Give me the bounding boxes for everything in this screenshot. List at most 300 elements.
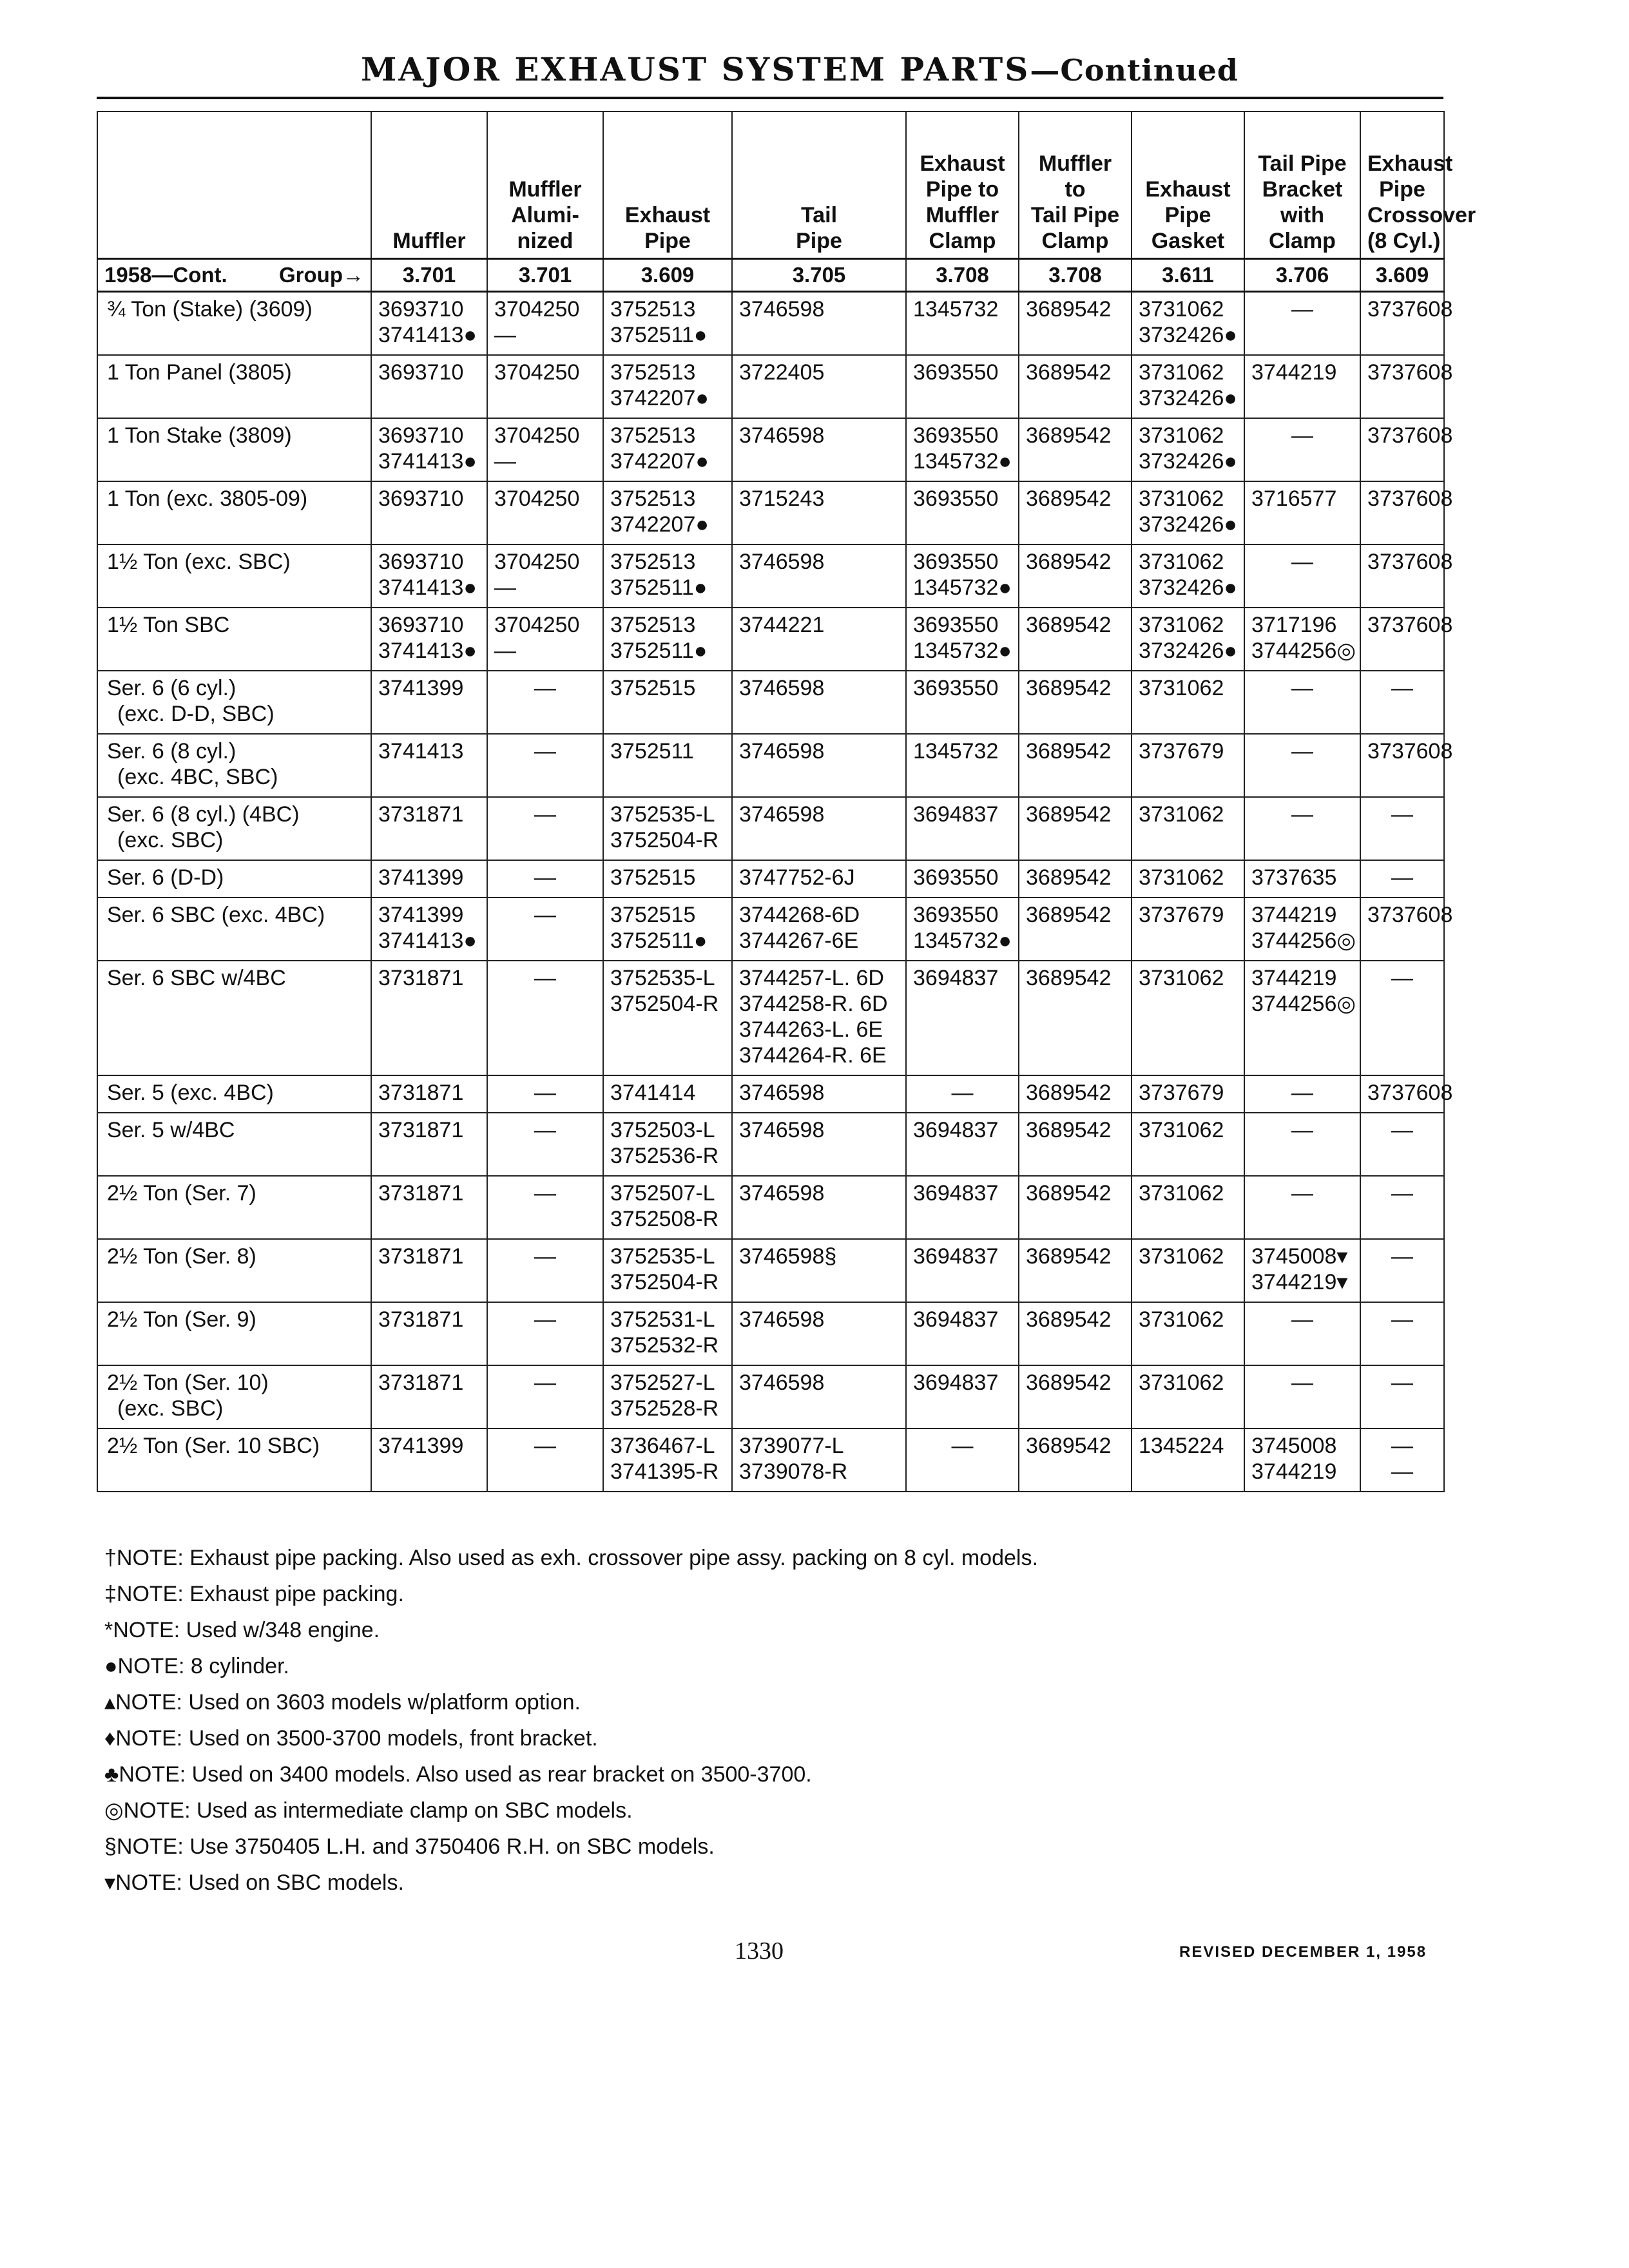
group-code: 3.609	[603, 258, 732, 291]
part-number-cell	[732, 1302, 906, 1365]
part-number: 1345732●	[913, 638, 1012, 663]
col-header-muffler-aluminized: Muffler Alumi- nized	[487, 111, 603, 258]
part-number-cell	[1360, 1428, 1444, 1492]
part-number-cell	[603, 860, 732, 898]
part-number-cell	[371, 1302, 487, 1365]
part-number-cell	[487, 481, 603, 544]
part-number-cell	[603, 1239, 732, 1302]
part-number: 3752531-L	[610, 1307, 715, 1332]
part-number: 3742207●	[610, 385, 709, 410]
part-number: 3689542	[1026, 1180, 1112, 1206]
part-number: 3752508-R	[610, 1206, 719, 1231]
note-line: ♣NOTE: Used on 3400 models. Also used as rear bracket on 3500-3700.	[104, 1762, 812, 1787]
part-number-cell	[603, 1302, 732, 1365]
part-number-cell	[371, 860, 487, 898]
part-number: 3689542	[1026, 360, 1112, 385]
model-line: Ser. 5 w/4BC	[107, 1117, 235, 1142]
part-number: 3752513	[610, 423, 696, 448]
part-number: 3693710	[378, 612, 464, 637]
part-number: 3737635	[1251, 865, 1337, 890]
model-line: 2½ Ton (Ser. 9)	[107, 1307, 256, 1332]
group-code: 3.708	[1019, 258, 1132, 291]
part-number: 3689542	[1026, 1080, 1112, 1105]
part-number: 3736467-L	[610, 1433, 715, 1458]
part-number-cell	[732, 544, 906, 608]
part-number-cell	[732, 1239, 906, 1302]
part-number: 3732426●	[1139, 575, 1237, 600]
part-number: 3746598	[739, 423, 825, 448]
part-number: 3744256◎	[1251, 638, 1356, 663]
part-number-cell	[1360, 1365, 1444, 1428]
part-number-cell	[906, 797, 1019, 860]
part-number-cell	[1132, 355, 1244, 418]
part-number-cell	[906, 1075, 1019, 1113]
group-code: 3.706	[1244, 258, 1360, 291]
part-number: 3731062	[1139, 1180, 1224, 1206]
model-line: Ser. 6 (8 cyl.) (4BC)	[107, 802, 300, 827]
part-number-cell	[732, 418, 906, 481]
part-number-cell	[1019, 961, 1132, 1075]
part-number-cell	[906, 671, 1019, 734]
part-number: 3744263-L. 6E	[739, 1017, 883, 1042]
part-number: 3731062	[1139, 360, 1224, 385]
part-number-cell	[1360, 734, 1453, 797]
note-line: ◎NOTE: Used as intermediate clamp on SBC models.	[104, 1798, 633, 1823]
part-number-cell	[371, 797, 487, 860]
part-number-cell	[1132, 1176, 1244, 1239]
model-line: (exc. 4BC, SBC)	[117, 764, 278, 789]
model-line: Ser. 6 SBC w/4BC	[107, 965, 286, 990]
table-row	[97, 1113, 1444, 1176]
col-header-muffler: Muffler	[371, 111, 487, 258]
part-number: —	[534, 1117, 556, 1142]
part-number-cell	[371, 1239, 487, 1302]
part-number-cell	[1244, 961, 1360, 1075]
part-number: 3737608	[1367, 549, 1453, 574]
part-number-cell	[1132, 1075, 1244, 1113]
model-line: Ser. 5 (exc. 4BC)	[107, 1080, 274, 1105]
part-number-cell	[906, 355, 1019, 418]
part-number: —	[1391, 1307, 1413, 1332]
table-row	[97, 544, 1444, 608]
part-number-cell	[603, 1075, 732, 1113]
part-number-cell	[1132, 608, 1244, 671]
note-line: †NOTE: Exhaust pipe packing. Also used as exh. crossover pipe assy. packing on 8 cyl. models.	[104, 1546, 1038, 1570]
part-number: 3752507-L	[610, 1180, 715, 1206]
table-row	[97, 860, 1444, 898]
part-number-cell	[732, 1075, 906, 1113]
model-cell	[97, 797, 371, 860]
part-number: —	[1291, 1370, 1313, 1395]
part-number-cell	[487, 898, 603, 961]
table-row	[97, 1239, 1444, 1302]
part-number-cell	[906, 734, 1019, 797]
model-line: 1½ Ton (exc. SBC)	[107, 549, 291, 574]
part-number: 3717196	[1251, 612, 1337, 637]
part-number: 3744268-6D	[739, 902, 860, 927]
part-number-cell	[906, 608, 1019, 671]
part-number-cell	[371, 481, 487, 544]
part-number: 3689542	[1026, 965, 1112, 990]
part-number-cell	[1360, 355, 1453, 418]
part-number-cell	[1360, 1176, 1444, 1239]
part-number: 3694837	[913, 1370, 999, 1395]
model-line: 1 Ton Stake (3809)	[107, 423, 292, 448]
part-number-cell	[1360, 797, 1444, 860]
part-number-cell	[732, 734, 906, 797]
part-number: 3744267-6E	[739, 928, 859, 953]
part-number: 3746598	[739, 1080, 825, 1105]
col-header-bracket: Tail Pipe Bracket with Clamp	[1244, 111, 1360, 258]
part-number: 3746598	[739, 802, 825, 827]
part-number-cell	[1019, 608, 1132, 671]
part-number-cell	[732, 797, 906, 860]
part-number: 3689542	[1026, 296, 1112, 322]
part-number-cell	[603, 608, 732, 671]
table-row	[97, 898, 1444, 961]
part-number: 3737608	[1367, 738, 1453, 764]
part-number-cell	[1360, 1113, 1444, 1176]
part-number: —	[1391, 865, 1413, 890]
part-number-cell	[1244, 1239, 1360, 1302]
part-number: 3746598	[739, 1117, 825, 1142]
part-number-cell	[1019, 860, 1132, 898]
part-number-cell	[1244, 734, 1360, 797]
part-number-cell	[1132, 481, 1244, 544]
part-number-cell	[1132, 734, 1244, 797]
part-number-cell	[1244, 671, 1360, 734]
part-number: —	[1391, 1433, 1413, 1458]
model-line: 2½ Ton (Ser. 8)	[107, 1244, 256, 1269]
part-number: 3737608	[1367, 486, 1453, 511]
part-number: 3731871	[378, 1244, 464, 1269]
model-cell	[97, 481, 371, 544]
table-row	[97, 1365, 1444, 1428]
part-number: 3731062	[1139, 1370, 1224, 1395]
part-number-cell	[603, 898, 732, 961]
part-number-cell	[371, 671, 487, 734]
revised-date: REVISED DECEMBER 1, 1958	[1179, 1943, 1427, 1961]
part-number: 3752513	[610, 296, 696, 322]
model-cell	[97, 1075, 371, 1113]
part-number-cell	[732, 608, 906, 671]
model-line: (exc. SBC)	[117, 1396, 224, 1421]
part-number: —	[494, 448, 516, 474]
note-line: ●NOTE: 8 cylinder.	[104, 1654, 289, 1678]
part-number: 3731871	[378, 1117, 464, 1142]
part-number: 3744219	[1251, 360, 1337, 385]
part-number: 3752504-R	[610, 1269, 719, 1294]
model-cell	[97, 898, 371, 961]
part-number: 3694837	[913, 802, 999, 827]
part-number-cell	[1360, 1239, 1444, 1302]
model-line: Ser. 6 SBC (exc. 4BC)	[107, 902, 325, 927]
part-number: 3752535-L	[610, 1244, 715, 1269]
part-number-cell	[906, 860, 1019, 898]
part-number: 3752511●	[610, 638, 708, 663]
part-number-cell	[371, 1113, 487, 1176]
part-number: 3746598	[739, 675, 825, 700]
part-number: 3752536-R	[610, 1143, 719, 1168]
part-number: 1345732●	[913, 448, 1012, 474]
part-number: —	[494, 322, 516, 347]
table-row	[97, 418, 1444, 481]
part-number-cell	[1132, 1113, 1244, 1176]
table-row	[97, 734, 1444, 797]
part-number-cell	[906, 1302, 1019, 1365]
part-number-cell	[1360, 1302, 1444, 1365]
part-number: —	[951, 1080, 974, 1105]
part-number: 3741413●	[378, 322, 477, 347]
note-line: ‡NOTE: Exhaust pipe packing.	[104, 1582, 404, 1606]
part-number-cell	[906, 418, 1019, 481]
part-number: 1345732	[913, 738, 999, 764]
part-number: —	[494, 575, 516, 600]
part-number: 3744219	[1251, 902, 1337, 927]
part-number: 3689542	[1026, 902, 1112, 927]
part-number-cell	[1132, 1302, 1244, 1365]
group-code: 3.705	[732, 258, 906, 291]
part-number: —	[1391, 802, 1413, 827]
table-row	[97, 961, 1444, 1075]
title-main: MAJOR EXHAUST SYSTEM PARTS	[361, 50, 1030, 88]
part-number: 3752535-L	[610, 965, 715, 990]
part-number: 3704250	[494, 296, 580, 322]
part-number: 3737679	[1139, 1080, 1224, 1105]
part-number-cell	[603, 1365, 732, 1428]
part-number-cell	[732, 671, 906, 734]
part-number: 3694837	[913, 965, 999, 990]
part-number-cell	[906, 1428, 1019, 1492]
part-number: 3742207●	[610, 512, 709, 537]
part-number-cell	[487, 544, 603, 608]
part-number-cell	[603, 797, 732, 860]
part-number: 3742207●	[610, 448, 709, 474]
part-number-cell	[603, 1176, 732, 1239]
part-number: 3689542	[1026, 1117, 1112, 1142]
part-number-cell	[1019, 418, 1132, 481]
model-cell	[97, 418, 371, 481]
note-line: *NOTE: Used w/348 engine.	[104, 1618, 380, 1642]
model-line: 2½ Ton (Ser. 10 SBC)	[107, 1433, 320, 1458]
part-number-cell	[1360, 860, 1444, 898]
part-number: 3744256◎	[1251, 991, 1356, 1016]
part-number: —	[1291, 423, 1313, 448]
part-number-cell	[603, 671, 732, 734]
part-number: 3744219	[1251, 1459, 1337, 1484]
part-number-cell	[1019, 671, 1132, 734]
part-number: —	[534, 965, 556, 990]
part-number-cell	[1244, 544, 1360, 608]
part-number: 3741395-R	[610, 1459, 719, 1484]
part-number: 3731062	[1139, 1307, 1224, 1332]
part-number-cell	[1132, 898, 1244, 961]
part-number-cell	[487, 1075, 603, 1113]
part-number: —	[534, 865, 556, 890]
part-number: 3689542	[1026, 675, 1112, 700]
part-number-cell	[1019, 1428, 1132, 1492]
part-number-cell	[906, 481, 1019, 544]
part-number: 3752504-R	[610, 991, 719, 1016]
part-number: —	[1391, 1459, 1413, 1484]
group-code: 3.609	[1360, 258, 1444, 291]
part-number: 3746598	[739, 296, 825, 322]
table-row	[97, 355, 1444, 418]
part-number: 3732426●	[1139, 512, 1237, 537]
part-number: 3693550	[913, 612, 999, 637]
part-number-cell	[906, 961, 1019, 1075]
page-number: 1330	[735, 1937, 784, 1965]
part-number: 3744264-R. 6E	[739, 1043, 887, 1068]
part-number: 3752535-L	[610, 802, 715, 827]
part-number: 3737679	[1139, 902, 1224, 927]
part-number: —	[1291, 1080, 1313, 1105]
model-cell	[97, 1113, 371, 1176]
part-number: —	[1291, 1180, 1313, 1206]
part-number-cell	[371, 734, 487, 797]
part-number: 3704250	[494, 360, 580, 385]
part-number: 3737608	[1367, 902, 1453, 927]
part-number-cell	[1132, 961, 1244, 1075]
note-line: ♦NOTE: Used on 3500-3700 models, front bracket.	[104, 1726, 598, 1751]
part-number: —	[534, 1180, 556, 1206]
part-number: 3737608	[1367, 612, 1453, 637]
part-number: 3741413●	[378, 575, 477, 600]
part-number: 3731062	[1139, 1244, 1224, 1269]
part-number: 3752511●	[610, 928, 708, 953]
model-cell	[97, 355, 371, 418]
part-number: 3693710	[378, 486, 464, 511]
part-number: 3741413●	[378, 448, 477, 474]
part-number-cell	[603, 734, 732, 797]
part-number-cell	[1019, 291, 1132, 355]
part-number: —	[534, 738, 556, 764]
part-number: 3744221	[739, 612, 825, 637]
part-number: —	[1391, 1180, 1413, 1206]
part-number: 3689542	[1026, 486, 1112, 511]
part-number-cell	[732, 961, 906, 1075]
part-number: 3731062	[1139, 1117, 1224, 1142]
part-number: 3739077-L	[739, 1433, 844, 1458]
part-number: 3752515	[610, 865, 696, 890]
part-number-cell	[1244, 291, 1360, 355]
part-number: 3731871	[378, 965, 464, 990]
part-number: 3689542	[1026, 612, 1112, 637]
part-number-cell	[371, 355, 487, 418]
col-header-exhaust-muffler-clamp: Exhaust Pipe to Muffler Clamp	[906, 111, 1019, 258]
model-cell	[97, 1365, 371, 1428]
table-row	[97, 1302, 1444, 1365]
part-number: 3716577	[1251, 486, 1337, 511]
part-number: 3689542	[1026, 423, 1112, 448]
part-number-cell	[1019, 797, 1132, 860]
part-number-cell	[1019, 1302, 1132, 1365]
part-number: —	[1291, 296, 1313, 322]
model-cell	[97, 860, 371, 898]
part-number-cell	[1360, 481, 1453, 544]
part-number-cell	[906, 898, 1019, 961]
part-number-cell	[603, 1113, 732, 1176]
part-number-cell	[371, 291, 487, 355]
part-number: 3737608	[1367, 1080, 1453, 1105]
part-number-cell	[1244, 355, 1360, 418]
part-number-cell	[487, 608, 603, 671]
table-row	[97, 1428, 1444, 1492]
part-number: 3752515	[610, 675, 696, 700]
part-number: 3693710	[378, 360, 464, 385]
part-number-cell	[1244, 1428, 1360, 1492]
part-number: 3704250	[494, 549, 580, 574]
part-number-cell	[371, 544, 487, 608]
part-number-cell	[1360, 608, 1453, 671]
part-number-cell	[1132, 418, 1244, 481]
part-number: 3693550	[913, 360, 999, 385]
part-number: 3741413●	[378, 638, 477, 663]
header-row	[97, 111, 1444, 258]
part-number: 3741414	[610, 1080, 696, 1105]
part-number-cell	[1244, 898, 1360, 961]
part-number: 3693710	[378, 423, 464, 448]
part-number: —	[951, 1433, 974, 1458]
table-row	[97, 608, 1444, 671]
part-number-cell	[603, 544, 732, 608]
part-number: —	[534, 802, 556, 827]
model-line: Ser. 6 (8 cyl.)	[107, 738, 236, 764]
part-number: 3746598	[739, 738, 825, 764]
part-number: 3689542	[1026, 1370, 1112, 1395]
table-row	[97, 291, 1444, 355]
part-number-cell	[732, 481, 906, 544]
group-code: 3.611	[1132, 258, 1244, 291]
part-number-cell	[487, 291, 603, 355]
part-number: 3731062	[1139, 423, 1224, 448]
part-number: 3731871	[378, 1180, 464, 1206]
part-number-cell	[1019, 1176, 1132, 1239]
part-number: 3731062	[1139, 612, 1224, 637]
part-number: 3731871	[378, 802, 464, 827]
part-number: 3752511●	[610, 575, 708, 600]
part-number: 3731871	[378, 1080, 464, 1105]
part-number: —	[1291, 738, 1313, 764]
model-line: ¾ Ton (Stake) (3609)	[107, 296, 313, 322]
part-number: 3741413●	[378, 928, 477, 953]
part-number: 3752503-L	[610, 1117, 715, 1142]
part-number-cell	[906, 544, 1019, 608]
part-number-cell	[487, 797, 603, 860]
part-number: 3731062	[1139, 296, 1224, 322]
part-number: 3731062	[1139, 802, 1224, 827]
part-number-cell	[1019, 355, 1132, 418]
part-number-cell	[371, 961, 487, 1075]
part-number: —	[494, 638, 516, 663]
model-cell	[97, 1428, 371, 1492]
part-number: 3744219▾	[1251, 1269, 1348, 1294]
col-header-muffler-tail-clamp: Muffler to Tail Pipe Clamp	[1019, 111, 1132, 258]
part-number-cell	[1244, 1302, 1360, 1365]
part-number-cell	[487, 355, 603, 418]
part-number: 3739078-R	[739, 1459, 848, 1484]
part-number: 3715243	[739, 486, 825, 511]
part-number-cell	[1019, 1239, 1132, 1302]
part-number-cell	[371, 898, 487, 961]
part-number: 3752513	[610, 612, 696, 637]
part-number-cell	[603, 1428, 732, 1492]
part-number-cell	[1019, 898, 1132, 961]
part-number: 3732426●	[1139, 385, 1237, 410]
part-number-cell	[906, 1365, 1019, 1428]
model-line: 1 Ton Panel (3805)	[107, 360, 292, 385]
part-number-cell	[1132, 1239, 1244, 1302]
